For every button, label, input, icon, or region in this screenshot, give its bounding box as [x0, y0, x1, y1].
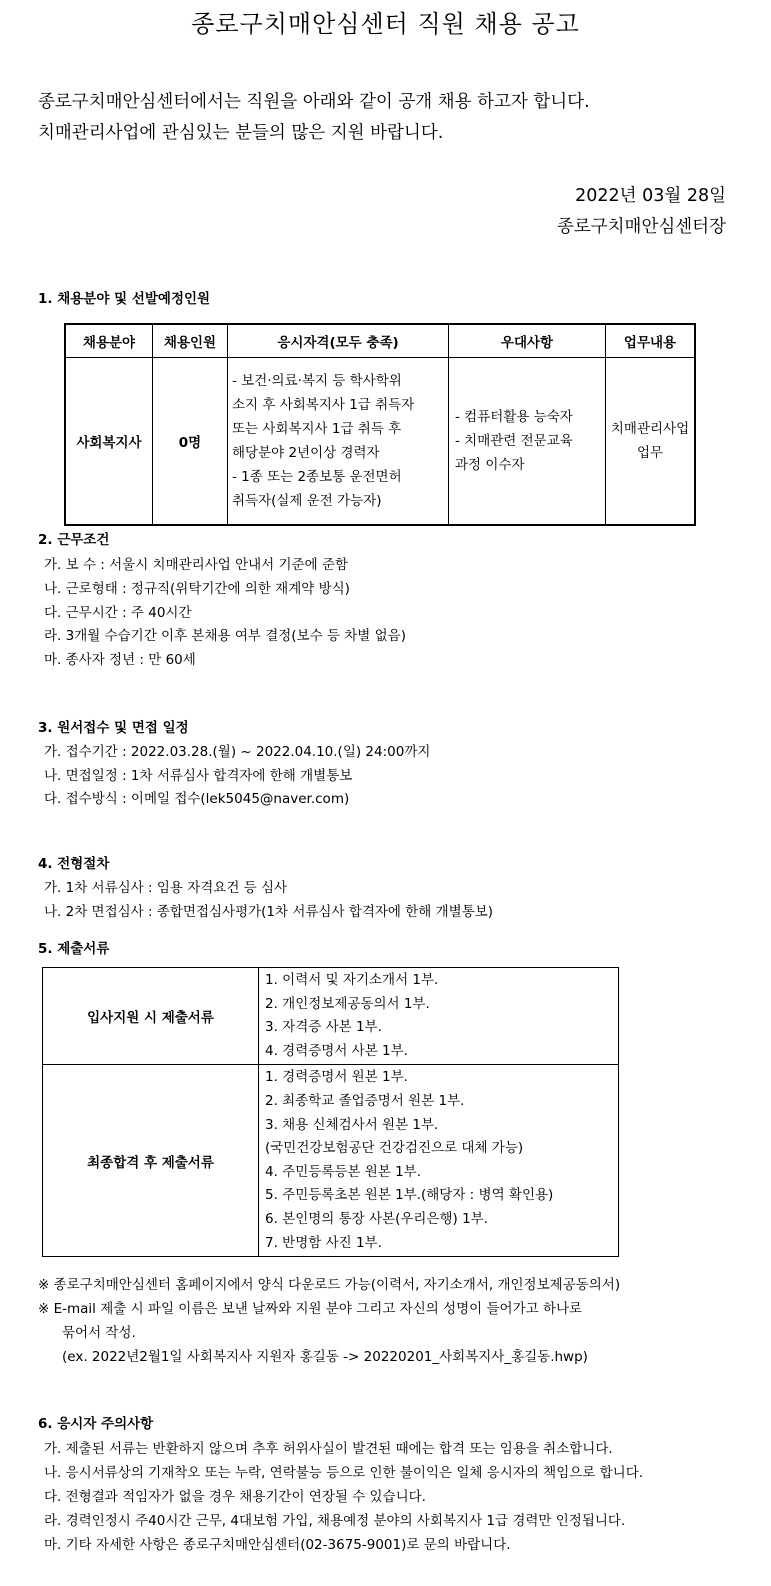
page-title: 종로구치매안심센터 직원 채용 공고	[191, 10, 580, 38]
doc-item: 2. 개인정보제공동의서 1부.	[265, 995, 430, 1012]
doc-item: 1. 경력증명서 원본 1부.	[265, 1069, 408, 1086]
section-5-heading: 5. 제출서류	[38, 941, 110, 957]
doc-item: 5. 주민등록초본 원본 1부.(해당자 : 병역 확인용)	[265, 1187, 554, 1204]
section-6-heading: 6. 응시자 주의사항	[38, 1416, 154, 1432]
qualification-line: 소지 후 사회복지사 1급 취득자	[232, 397, 415, 413]
s2-item: 마. 종사자 정년 : 만 60세	[44, 652, 196, 668]
doc-item: (국민건강보험공단 건강검진으로 대체 가능)	[265, 1140, 524, 1157]
header-field: 채용분야	[65, 324, 153, 358]
s2-item: 다. 근무시간 : 주 40시간	[44, 605, 192, 621]
doc-item: 4. 경력증명서 사본 1부.	[265, 1042, 408, 1059]
s6-item: 마. 기타 자세한 사항은 종로구치매안심센터(02-3675-9001)로 문의 바랍니다.	[44, 1537, 511, 1553]
qualification-line: 취득자(실제 운전 가능자)	[232, 493, 382, 509]
doc-item: 1. 이력서 및 자기소개서 1부.	[265, 972, 439, 988]
preference-line: - 치매관련 전문교육	[455, 433, 573, 449]
doc-item: 2. 최종학교 졸업증명서 원본 1부.	[265, 1092, 465, 1109]
application-docs-list	[259, 968, 619, 1065]
preference-line: 과정 이수자	[455, 457, 525, 473]
s6-item: 가. 제출된 서류는 반환하지 않으며 추후 허위사실이 발견된 때에는 합격 또는 임용을 취소합니다.	[44, 1441, 613, 1457]
qualification-line: 또는 사회복지사 1급 취득 후	[232, 421, 402, 437]
documents-table	[42, 967, 619, 1257]
recruitment-table	[64, 323, 696, 526]
doc-item: 3. 채용 신체검사서 원본 1부.	[265, 1116, 439, 1133]
note-download: ※ 종로구치매안심센터 홈페이지에서 양식 다운로드 가능(이력서, 자기소개서, 개인정보제공동의서)	[38, 1277, 621, 1293]
section-2-heading: 2. 근무조건	[38, 532, 110, 548]
qualification-line: - 1종 또는 2종보통 운전면허	[232, 469, 402, 485]
s3-item: 나. 면접일정 : 1차 서류심사 합격자에 한해 개별통보	[44, 768, 353, 784]
note-filename: ※ E-mail 제출 시 파일 이름은 보낸 날짜와 지원 분야 그리고 자신의 성명이 들어가고 하나로	[38, 1301, 583, 1317]
preference-line: - 컴퓨터활용 능숙자	[455, 409, 573, 425]
header-duty: 업무내용	[606, 324, 696, 358]
final-docs-label: 최종합격 후 제출서류	[43, 1065, 259, 1257]
s6-item: 나. 응시서류상의 기재착오 또는 누락, 연락불능 등으로 인한 불이익은 일체 응시자의 책임으로 합니다.	[44, 1465, 644, 1481]
note-example: (ex. 2022년2월1일 사회복지사 지원자 홍길동 -> 20220201_사회복지사_홍길동.hwp)	[62, 1349, 588, 1365]
s3-item: 가. 접수기간 : 2022.03.28.(월) ~ 2022.04.10.(일) 24:00까지	[44, 744, 431, 760]
qualification-cell	[228, 358, 449, 526]
s4-item: 나. 2차 면접심사 : 종합면접심사평가(1차 서류심사 합격자에 한해 개별통보)	[44, 904, 494, 920]
qualification-line: - 보건·의료·복지 등 학사학위	[232, 373, 402, 389]
s4-item: 가. 1차 서류심사 : 임용 자격요건 등 심사	[44, 880, 288, 896]
s2-item: 나. 근로형태 : 정규직(위탁기간에 의한 재계약 방식)	[44, 581, 350, 597]
field-cell: 사회복지사	[65, 358, 153, 526]
s2-item: 가. 보 수 : 서울시 치매관리사업 안내서 기준에 준함	[44, 557, 348, 573]
application-docs-label: 입사지원 시 제출서류	[43, 968, 259, 1065]
header-count: 채용인원	[153, 324, 228, 358]
s2-item: 라. 3개월 수습기간 이후 본채용 여부 결정(보수 등 차별 없음)	[44, 628, 406, 644]
s6-item: 다. 전형결과 적임자가 없을 경우 채용기간이 연장될 수 있습니다.	[44, 1489, 426, 1505]
doc-item: 4. 주민등록등본 원본 1부.	[265, 1163, 422, 1180]
header-qualification: 응시자격(모두 충족)	[228, 324, 449, 358]
section-4-heading: 4. 전형절차	[38, 856, 110, 872]
header-preference: 우대사항	[449, 324, 606, 358]
intro-line-1: 종로구치매안심센터에서는 직원을 아래와 같이 공개 채용 하고자 합니다.	[38, 92, 590, 112]
duty-cell	[606, 358, 696, 526]
s3-item: 다. 접수방식 : 이메일 접수(lek5045@naver.com)	[44, 791, 350, 807]
issuer: 종로구치매안심센터장	[556, 217, 726, 237]
section-1-heading: 1. 채용분야 및 선발예정인원	[38, 291, 211, 307]
duty-line: 업무	[636, 445, 664, 461]
doc-item: 3. 자격증 사본 1부.	[265, 1019, 382, 1036]
duty-line: 치매관리사업	[610, 421, 690, 437]
note-filename-cont: 묶어서 작성.	[62, 1325, 136, 1341]
doc-item: 7. 반명함 사진 1부.	[265, 1234, 382, 1251]
announcement-date: 2022년 03월 28일	[575, 186, 726, 206]
final-docs-list	[259, 1065, 619, 1257]
preference-cell	[449, 358, 606, 526]
section-3-heading: 3. 원서접수 및 면접 일정	[38, 720, 189, 736]
intro-line-2: 치매관리사업에 관심있는 분들의 많은 지원 바랍니다.	[38, 123, 444, 143]
qualification-line: 해당분야 2년이상 경력자	[232, 445, 380, 461]
count-cell: 0명	[153, 358, 228, 526]
doc-item: 6. 본인명의 통장 사본(우리은행) 1부.	[265, 1210, 488, 1227]
s6-item: 라. 경력인정시 주40시간 근무, 4대보험 가입, 채용예정 분야의 사회복지사 1급 경력만 인정됩니다.	[44, 1513, 626, 1529]
